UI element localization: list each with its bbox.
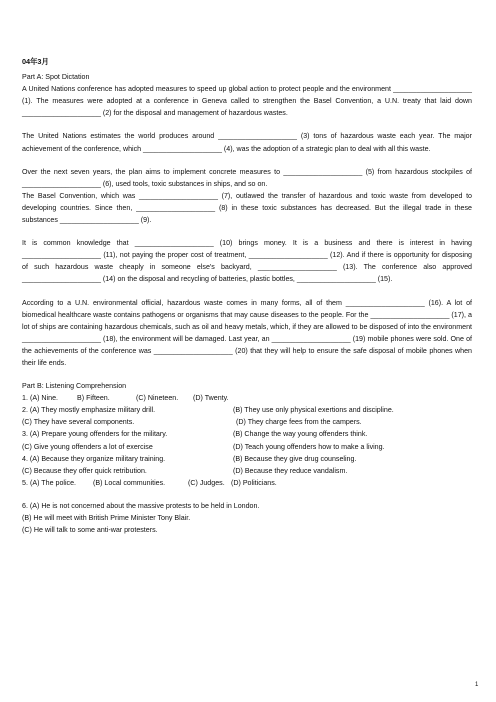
dictation-paragraph: The Basel Convention, which was ____________________ (7), outlawed the transfer of hazardous and toxic waste from developed to developing countries. Since then, ____________________ (8) in these toxic substances has decreased. But the illegal trade in these substances ____________________ (9). [22,191,472,225]
dictation-paragraph: It is common knowledge that ____________________ (10) brings money. It is a business and there is interest in having ____________________ (11), not paying the proper cost of treatment, ____________________ (12). And if there is opportunity for disposing of such hazardous waste cheaply in someone else's backyard, ____________________ (13). The conference also approved ____________________ (14) on the disposal and recycling of batteries, plastic bottles, ____________________ (15). [22,239,472,284]
question-3-row-1: 3. (A) Prepare young offenders for the military. (B) Change the way young offenders think. [22,430,368,439]
document-heading: 04年3月 [22,57,49,66]
question-6-line-2: (B) He will meet with British Prime Minister Tony Blair. [22,514,191,522]
question-6-line-3: (C) He will talk to some anti-war protesters. [22,526,158,535]
question-4-row-1: 4. (A) Because they organize military training. (B) Because they give drug counseling. [22,454,357,463]
document-page [22,56,472,536]
dictation-paragraph: Over the next seven years, the plan aims to implement concrete measures to ____________________ (5) from hazardous stockpiles of ____________________ (6), used tools, toxic substances in ships, and so on. [22,167,472,188]
question-1: 1. (A) Nine. B) Fifteen. (C) Nineteen. (D) Twenty. [22,394,229,403]
question-2-row-2: (C) They have several components. (D) They charge fees from the campers. [22,418,362,427]
question-4-row-2: (C) Because they offer quick retribution. (D) Because they reduce vandalism. [22,466,348,475]
question-5: 5. (A) The police. (B) Local communities. (C) Judges. (D) Politicians. [22,478,277,487]
dictation-paragraph: According to a U.N. environmental official, hazardous waste comes in many forms, all of them ____________________ (16). A lot of biomedical healthcare waste contains pathogens or organisms that may cause diseases to the people. For the ____________________ (17), a lot of ships are containing hazardous chemicals, such as oil and heavy metals, which, if they are allowed to be disposed of into the environment ____________________ (18), the environment will be damaged. Last year, an ____________________ (19) mobile phones were sold. One of the achievements of the conference was ____________________ (20) that they will help to ensure the safe disposal of mobile phones when their life ends. [22,298,472,367]
question-2-row-1: 2. (A) They mostly emphasize military drill. (B) They use only physical exertions and discipline. [22,406,394,415]
question-6-line-1: 6. (A) He is not concerned about the massive protests to be held in London. [22,501,260,510]
part-a-title: Part A: Spot Dictation [22,73,90,82]
part-a-body [22,83,472,369]
dictation-paragraph: A United Nations conference has adopted measures to speed up global action to protect people and the environment ____________________ (1). The measures were adopted at a conference in Geneva called to strengthen the Basel Convention, a U.N. treaty that laid down ____________________ (2) for the disposal and management of hazardous wastes. [22,85,472,118]
dictation-paragraph: The United Nations estimates the world produces around ____________________ (3) tons of hazardous waste each year. The major achievement of the conference, which ____________________ (4), was the adoption of a strategic plan to deal with all this waste. [22,132,472,153]
part-b-title: Part B: Listening Comprehension [22,382,127,391]
question-3-row-2: (C) Give young offenders a lot of exercise (D) Teach young offenders how to make a living. [22,442,385,451]
page-number: 1 [475,682,479,688]
